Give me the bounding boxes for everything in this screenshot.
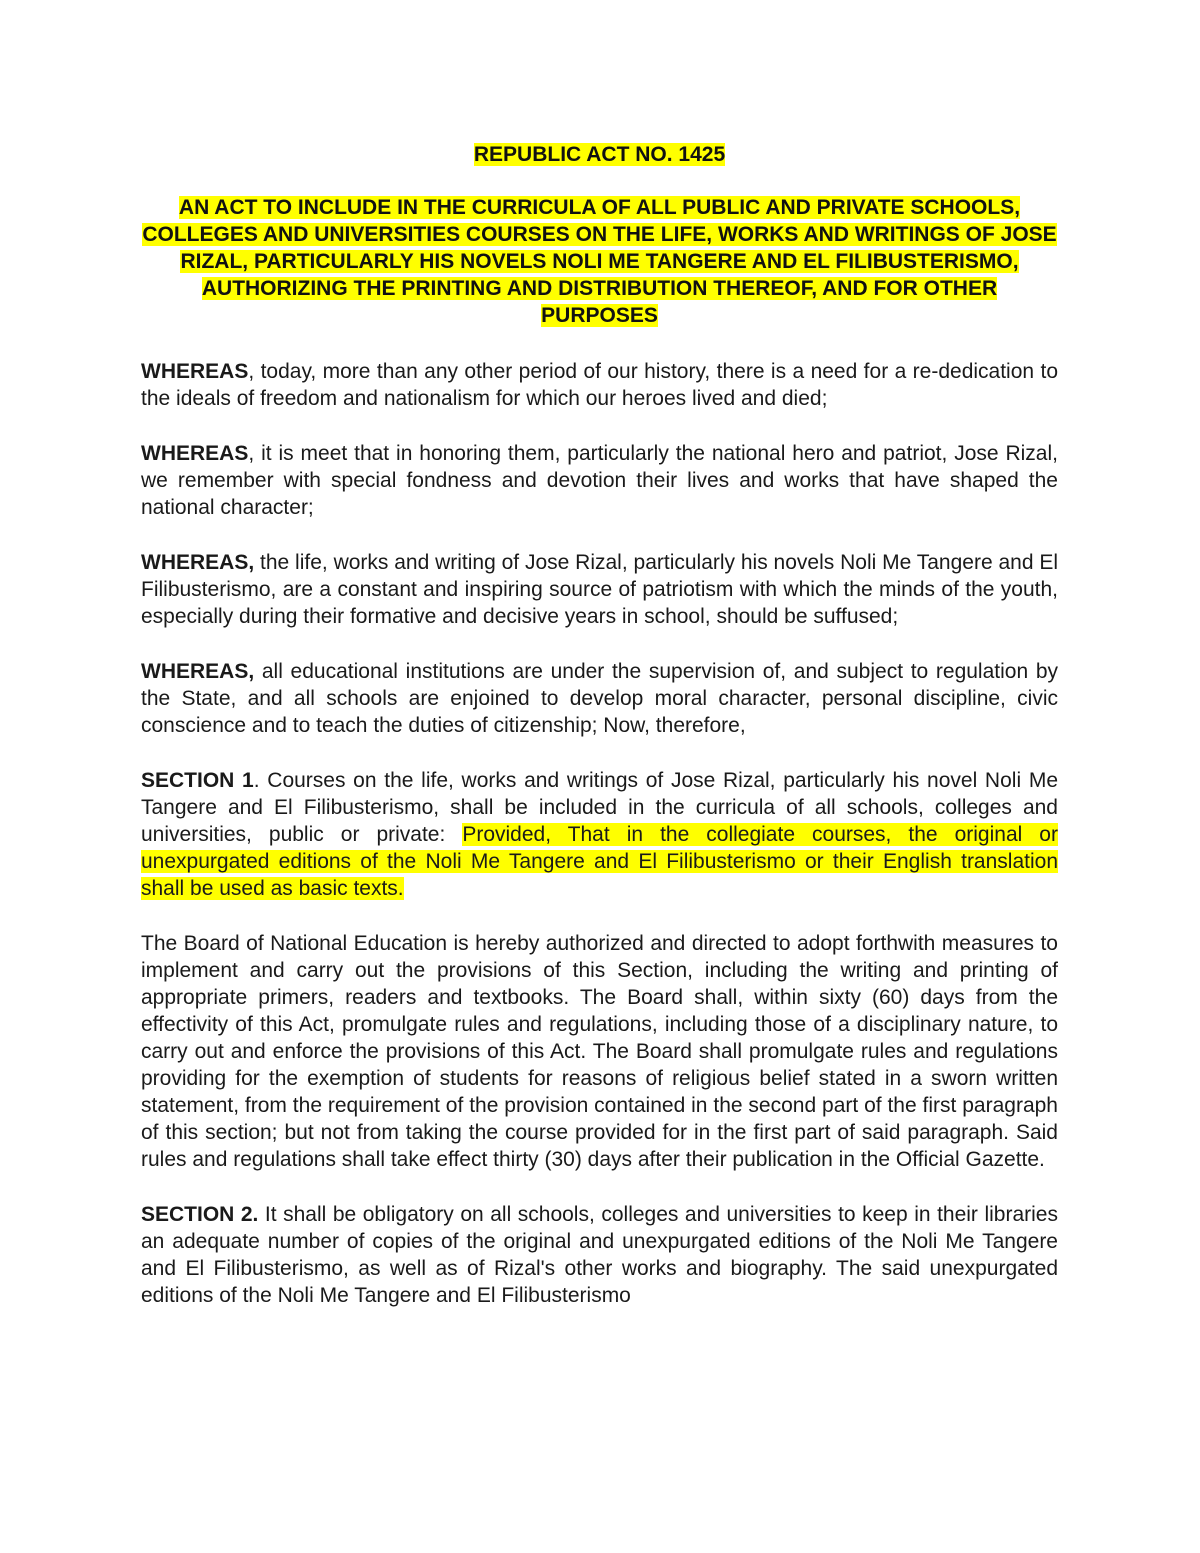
section-1 bbox=[141, 767, 1058, 902]
whereas-text: , it is meet that in honoring them, particularly the national hero and patriot, Jose Rizal, we remember with special fondness and devotion their lives and works that have shaped the national character; bbox=[141, 442, 1058, 519]
act-title bbox=[141, 194, 1058, 329]
section-1-lead: SECTION 1 bbox=[141, 769, 254, 792]
whereas-clause-1 bbox=[141, 358, 1058, 412]
whereas-lead: WHEREAS, bbox=[141, 660, 255, 683]
whereas-lead: WHEREAS bbox=[141, 360, 249, 383]
document-body bbox=[141, 141, 1058, 1309]
whereas-clause-4 bbox=[141, 658, 1058, 739]
act-number-heading bbox=[141, 141, 1058, 168]
whereas-lead: WHEREAS bbox=[141, 442, 249, 465]
section-1-text: . Courses on the life, works and writings of Jose Rizal, particularly his novel Noli Me Tangere and El Filibusterismo, shall be included in the curricula of all schools, colleges and universities, public or private: bbox=[141, 769, 1058, 846]
whereas-text: all educational institutions are under the supervision of, and subject to regulation by the State, and all schools are enjoined to develop moral character, personal discipline, civic conscience and to teach the duties of citizenship; Now, therefore, bbox=[141, 660, 1058, 737]
whereas-clause-2 bbox=[141, 440, 1058, 521]
whereas-clause-3 bbox=[141, 549, 1058, 630]
whereas-text: the life, works and writing of Jose Rizal, particularly his novels Noli Me Tangere and El Filibusterismo, are a constant and inspiring source of patriotism with which the minds of the youth, especially during their formative and decisive years in school, should be suffused; bbox=[141, 551, 1059, 628]
section-2-lead: SECTION 2. bbox=[141, 1203, 259, 1226]
section-1-paragraph-2: The Board of National Education is hereby authorized and directed to adopt forthwith measures to implement and carry out the provisions of this Section, including the writing and printing of appropriate primers, readers and textbooks. The Board shall, within sixty (60) days from the effectivity of this Act, promulgate rules and regulations, including those of a disciplinary nature, to carry out and enforce the provisions of this Act. The Board shall promulgate rules and regulations providing for the exemption of students for reasons of religious belief stated in a sworn written statement, from the requirement of the provision contained in the second part of the first paragraph of this section; but not from taking the course provided for in the first part of said paragraph. Said rules and regulations shall take effect thirty (30) days after their publication in the Official Gazette. bbox=[141, 932, 1058, 1171]
act-title-text: AN ACT TO INCLUDE IN THE CURRICULA OF ALL PUBLIC AND PRIVATE SCHOOLS, COLLEGES AND UNIVERSITIES COURSES ON THE LIFE, WORKS AND WRITINGS OF JOSE RIZAL, PARTICULARLY HIS NOVELS NOLI ME TANGERE AND EL FILIBUSTERISMO, AUTHORIZING THE PRINTING AND DISTRIBUTION THEREOF, AND FOR OTHER PURPOSES bbox=[142, 196, 1057, 327]
section-2-text: It shall be obligatory on all schools, colleges and universities to keep in their libraries an adequate number of copies of the original and unexpurgated editions of the Noli Me Tangere and El Filibusterismo, as well as of Rizal's other works and biography. The said unexpurgated editions of the Noli Me Tangere and El Filibusterismo bbox=[141, 1203, 1058, 1307]
section-2 bbox=[141, 1201, 1058, 1309]
whereas-lead: WHEREAS, bbox=[141, 551, 255, 574]
act-number-text: REPUBLIC ACT NO. 1425 bbox=[473, 143, 726, 166]
section-1-proviso-highlight: Provided, That in the collegiate courses, the original or unexpurgated editions of the Noli Me Tangere and El Filibusterismo or their English translation shall be used as basic texts. bbox=[141, 823, 1058, 900]
whereas-text: , today, more than any other period of our history, there is a need for a re-dedication to the ideals of freedom and nationalism for which our heroes lived and died; bbox=[141, 360, 1058, 410]
